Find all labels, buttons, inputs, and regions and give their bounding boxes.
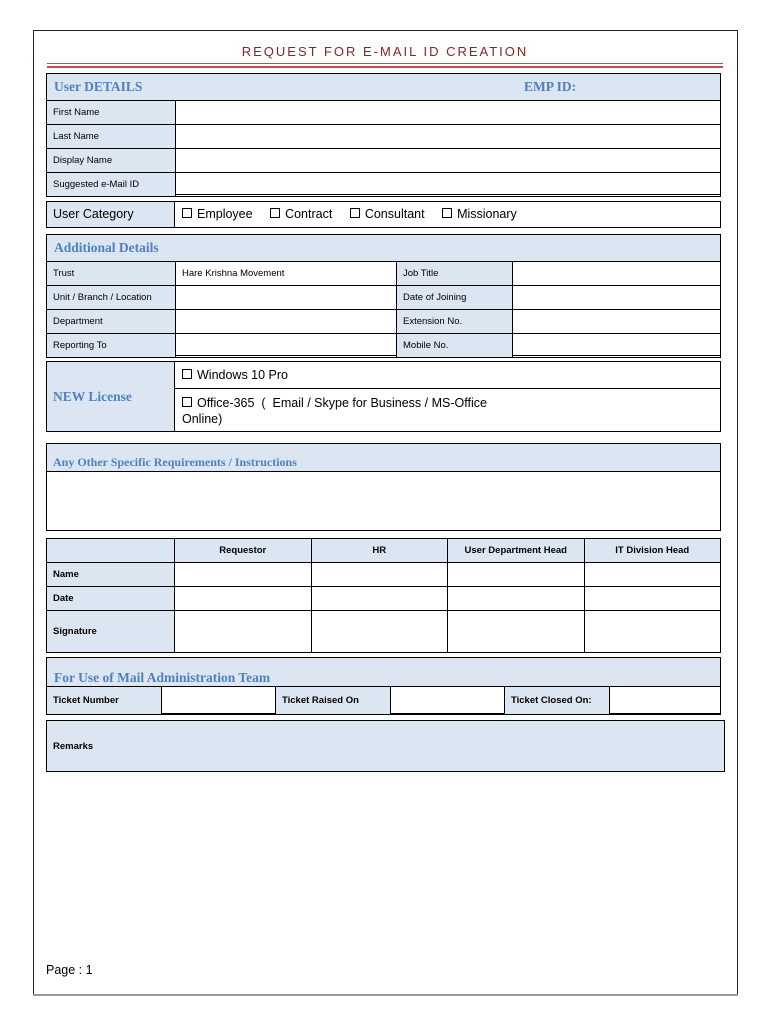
date-of-joining-label: Date of Joining <box>397 286 513 310</box>
last-name-field[interactable] <box>176 125 721 149</box>
table-row <box>47 125 721 149</box>
approvals-corner <box>47 539 175 563</box>
mobile-no-field[interactable] <box>513 334 721 358</box>
title-rule-thick <box>47 66 723 68</box>
additional-details-table <box>46 261 721 358</box>
date-of-joining-field[interactable] <box>513 286 721 310</box>
trust-label: Trust <box>47 262 176 286</box>
table-row <box>47 611 721 653</box>
first-name-field[interactable] <box>176 101 721 125</box>
table-row <box>47 262 721 286</box>
page-shadow <box>33 994 738 996</box>
ticket-closed-label: Ticket Closed On: <box>505 687 610 715</box>
option-label: Employee <box>197 207 253 221</box>
option-label: Office-365 ( Email / Skype for Business / MS-Office Online) <box>182 396 491 426</box>
hr-signature-cell[interactable] <box>311 611 448 653</box>
additional-details-heading: Additional Details <box>54 240 159 255</box>
table-row <box>47 687 721 715</box>
ticket-raised-field[interactable] <box>391 687 505 715</box>
job-title-label: Job Title <box>397 262 513 286</box>
form-title: REQUEST FOR E-MAIL ID CREATION <box>241 44 529 59</box>
license-divider <box>175 388 720 389</box>
last-name-label: Last Name <box>47 125 176 149</box>
extension-field[interactable] <box>513 310 721 334</box>
user-details-heading: User DETAILS <box>54 79 143 94</box>
col-it-division-head: IT Division Head <box>584 539 721 563</box>
unit-branch-field[interactable] <box>176 286 397 310</box>
table-row <box>47 563 721 587</box>
requirements-field[interactable] <box>47 472 720 530</box>
user-details-table <box>46 100 721 197</box>
new-license-label: NEW License <box>53 389 132 404</box>
user-category-options <box>182 207 531 221</box>
dept-head-date-cell[interactable] <box>448 587 585 611</box>
table-row <box>47 286 721 310</box>
ticket-raised-label: Ticket Raised On <box>276 687 391 715</box>
ticket-number-field[interactable] <box>162 687 276 715</box>
mail-admin-heading: For Use of Mail Administration Team <box>54 670 271 685</box>
requestor-signature-cell[interactable] <box>175 611 312 653</box>
checkbox-icon <box>442 208 452 218</box>
it-head-name-cell[interactable] <box>584 563 721 587</box>
department-label: Department <box>47 310 176 334</box>
department-field[interactable] <box>176 310 397 334</box>
category-missionary[interactable] <box>442 207 517 221</box>
approvals-section <box>46 538 721 653</box>
mail-admin-section <box>46 657 721 714</box>
suggested-email-label: Suggested e-Mail ID <box>47 173 176 197</box>
emp-id-label: EMP ID: <box>524 79 577 94</box>
extension-label: Extension No. <box>397 310 513 334</box>
display-name-label: Display Name <box>47 149 176 173</box>
row-name-label: Name <box>47 563 175 587</box>
checkbox-icon <box>182 369 192 379</box>
first-name-label: First Name <box>47 101 176 125</box>
user-details-section <box>46 73 721 195</box>
option-label: Contract <box>285 207 333 221</box>
reporting-to-label: Reporting To <box>47 334 176 358</box>
option-label: Missionary <box>457 207 517 221</box>
new-license-section <box>46 361 721 432</box>
hr-date-cell[interactable] <box>311 587 448 611</box>
approvals-table <box>46 538 721 653</box>
display-name-field[interactable] <box>176 149 721 173</box>
table-row <box>47 149 721 173</box>
suggested-email-field[interactable] <box>176 173 721 197</box>
additional-details-section <box>46 234 721 356</box>
license-windows[interactable] <box>182 368 288 382</box>
ticket-closed-field[interactable] <box>610 687 721 715</box>
job-title-field[interactable] <box>513 262 721 286</box>
row-signature-label: Signature <box>47 611 175 653</box>
table-row <box>47 173 721 197</box>
table-row <box>47 334 721 358</box>
reporting-to-field[interactable] <box>176 334 397 358</box>
it-head-date-cell[interactable] <box>584 587 721 611</box>
license-office365[interactable] <box>182 395 512 427</box>
option-label: Consultant <box>364 207 425 221</box>
col-requestor: Requestor <box>175 539 312 563</box>
remarks-section[interactable] <box>46 720 725 772</box>
table-header-row <box>47 539 721 563</box>
category-employee[interactable] <box>182 207 253 221</box>
checkbox-icon <box>270 208 280 218</box>
ticket-number-label: Ticket Number <box>47 687 162 715</box>
trust-field[interactable]: Hare Krishna Movement <box>176 262 397 286</box>
mobile-no-label: Mobile No. <box>397 334 513 358</box>
row-date-label: Date <box>47 587 175 611</box>
requirements-section <box>46 443 721 531</box>
table-row <box>47 587 721 611</box>
additional-details-header <box>47 235 720 262</box>
table-row <box>47 101 721 125</box>
user-category-label-cell <box>47 202 175 227</box>
dept-head-signature-cell[interactable] <box>448 611 585 653</box>
title-rule <box>47 63 723 64</box>
page-number: Page : 1 <box>46 963 93 977</box>
option-label: Windows 10 Pro <box>197 368 289 382</box>
requestor-date-cell[interactable] <box>175 587 312 611</box>
new-license-label-cell <box>47 362 175 431</box>
user-category-label: User Category <box>53 207 134 221</box>
checkbox-icon <box>350 208 360 218</box>
table-row <box>47 310 721 334</box>
mail-admin-header <box>47 658 720 687</box>
it-head-signature-cell[interactable] <box>584 611 721 653</box>
user-category-section <box>46 201 721 228</box>
ticket-table <box>46 686 721 715</box>
requirements-header <box>47 444 720 472</box>
checkbox-icon <box>182 208 192 218</box>
category-contract[interactable] <box>270 207 332 221</box>
user-details-header <box>47 74 720 101</box>
unit-branch-label: Unit / Branch / Location <box>47 286 176 310</box>
requirements-heading: Any Other Specific Requirements / Instructions <box>53 455 297 469</box>
col-user-department-head: User Department Head <box>448 539 585 563</box>
hr-name-cell[interactable] <box>311 563 448 587</box>
remarks-label: Remarks <box>53 741 94 752</box>
checkbox-icon <box>182 397 192 407</box>
category-consultant[interactable] <box>350 207 425 221</box>
dept-head-name-cell[interactable] <box>448 563 585 587</box>
requestor-name-cell[interactable] <box>175 563 312 587</box>
col-hr: HR <box>311 539 448 563</box>
